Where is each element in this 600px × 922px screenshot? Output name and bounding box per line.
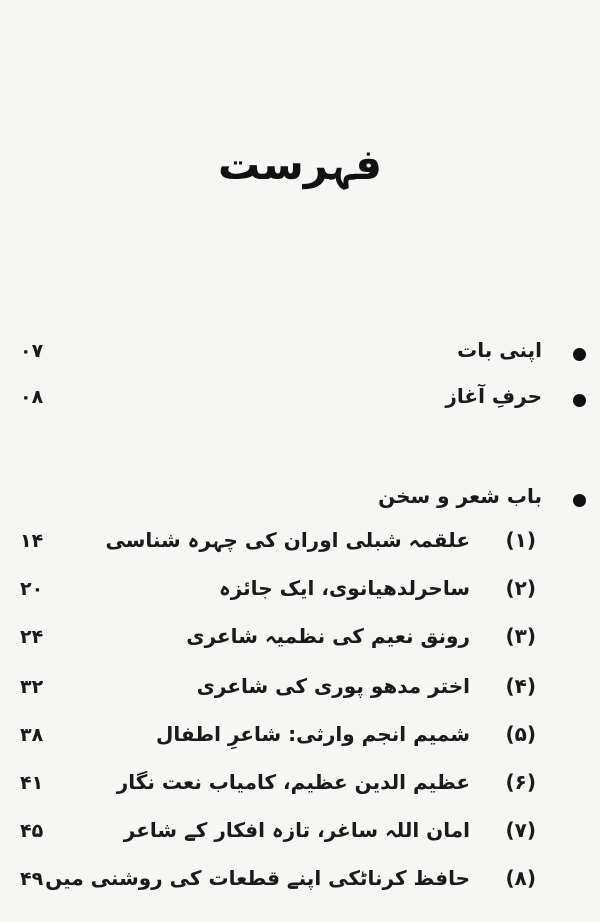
- toc-entry[interactable]: [0, 770, 600, 810]
- section-heading: [0, 484, 600, 524]
- toc-entry[interactable]: [0, 624, 600, 664]
- toc-page-number: ۰۸: [20, 386, 44, 408]
- entry-title: اختر مدھو پوری کی شاعری: [196, 674, 470, 698]
- toc-entry[interactable]: [0, 528, 600, 568]
- toc-entry[interactable]: [0, 866, 600, 906]
- toc-page-number: ۴۵: [20, 820, 44, 842]
- bullet-icon: [573, 348, 586, 361]
- entry-title: رونق نعیم کی نظمیہ شاعری: [186, 624, 470, 648]
- entry-title: علقمہ شبلی اوران کی چہرہ شناسی: [105, 528, 470, 552]
- entry-index: (۴): [505, 674, 536, 698]
- toc-item-label: اپنی بات: [457, 338, 542, 362]
- toc-entry[interactable]: [0, 818, 600, 858]
- entry-index: (۱): [505, 528, 536, 552]
- entry-title: حافظ کرناٹکی اپنے قطعات کی روشنی میں: [45, 866, 470, 890]
- entry-title: شمیم انجم وارثی: شاعرِ اطفال: [155, 722, 470, 746]
- section-heading-label: باب شعر و سخن: [378, 484, 542, 508]
- toc-page-number: ۱۴: [20, 530, 44, 552]
- toc-page-number: ۰۷: [20, 340, 44, 362]
- toc-entry[interactable]: [0, 674, 600, 714]
- toc-page-number: ۲۰: [20, 578, 44, 600]
- entry-title: امان اللہ ساغر، تازہ افکار کے شاعر: [123, 818, 470, 842]
- bullet-icon: [573, 394, 586, 407]
- entry-title: ساحرلدھیانوی، ایک جائزہ: [219, 576, 470, 600]
- toc-page-number: ۳۲: [20, 676, 44, 698]
- entry-index: (۷): [505, 818, 536, 842]
- entry-title: عظیم الدین عظیم، کامیاب نعت نگار: [116, 770, 470, 794]
- entry-index: (۳): [505, 624, 536, 648]
- entry-index: (۲): [505, 576, 536, 600]
- toc-entry[interactable]: [0, 576, 600, 616]
- toc-page-number: ۴۹: [20, 868, 44, 890]
- toc-entry[interactable]: [0, 722, 600, 762]
- entry-index: (۵): [505, 722, 536, 746]
- toc-item-harf-e-aaghaz[interactable]: [0, 384, 600, 424]
- toc-page-number: ۳۸: [20, 724, 44, 746]
- toc-page-number: ۲۴: [20, 626, 44, 648]
- toc-page-number: ۴۱: [20, 772, 44, 794]
- toc-item-label: حرفِ آغاز: [445, 384, 542, 408]
- bullet-icon: [573, 494, 586, 507]
- page-title: فہرست: [217, 140, 382, 189]
- entry-index: (۸): [505, 866, 536, 890]
- toc-item-apni-baat[interactable]: [0, 338, 600, 378]
- entry-index: (۶): [505, 770, 536, 794]
